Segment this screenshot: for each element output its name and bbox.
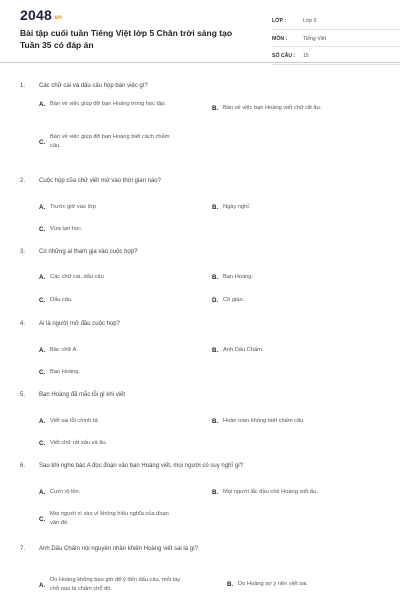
option-b[interactable] bbox=[212, 203, 343, 212]
option-letter: B. bbox=[212, 418, 219, 425]
option-letter: B. bbox=[212, 274, 219, 281]
meta-label: MÔN : bbox=[272, 35, 288, 42]
option-text: Do Hoàng sợ ý nên viết sai. bbox=[238, 581, 309, 587]
question-prompt: Các chữ cái và dấu câu họp bàn việc gì? bbox=[39, 83, 148, 89]
question-text bbox=[20, 545, 386, 553]
option-letter: A. bbox=[39, 101, 46, 108]
question-prompt: Cuộc họp của chữ viết mở vào thời gian nào? bbox=[39, 178, 161, 184]
option-letter: D. bbox=[212, 297, 219, 304]
option-b[interactable] bbox=[212, 417, 363, 426]
question-text bbox=[20, 391, 386, 399]
option-letter: C. bbox=[39, 515, 46, 523]
site-logo[interactable] bbox=[20, 7, 62, 23]
option-text: Bạn Hoàng. bbox=[223, 274, 254, 280]
question-number: 3. bbox=[20, 249, 26, 255]
option-text: Cô giáo. bbox=[223, 297, 245, 303]
option-a[interactable] bbox=[39, 346, 170, 355]
option-text: Anh Dấu Chấm. bbox=[223, 347, 264, 353]
question-1 bbox=[20, 82, 386, 149]
option-letter: B. bbox=[212, 204, 219, 211]
question-prompt: Sau khi nghe bác A đọc đoạn văn bạn Hoàng viết, mọi người có suy nghĩ gì? bbox=[39, 463, 244, 469]
option-letter: C. bbox=[39, 369, 46, 376]
option-b[interactable] bbox=[212, 488, 363, 497]
option-text: Bác chữ A. bbox=[50, 347, 78, 353]
option-a[interactable] bbox=[39, 576, 190, 594]
logo-suffix: .vn bbox=[52, 15, 62, 21]
option-letter: A. bbox=[39, 347, 46, 354]
question-text bbox=[20, 248, 386, 256]
option-letter: C. bbox=[39, 440, 46, 447]
option-letter: A. bbox=[39, 581, 46, 589]
option-b[interactable] bbox=[212, 104, 363, 113]
option-text: Do Hoàng không bao giờ để ý đến dấu câu, mỏi tay chỗ nào là chấm chỗ đó. bbox=[50, 577, 181, 592]
option-text: Bạn Hoàng. bbox=[50, 369, 81, 375]
option-c[interactable] bbox=[39, 133, 170, 151]
option-c[interactable] bbox=[39, 225, 170, 234]
question-7 bbox=[20, 545, 386, 592]
question-text bbox=[20, 82, 386, 90]
meta-value: Tiếng Việt bbox=[303, 35, 327, 42]
option-b[interactable] bbox=[212, 346, 343, 355]
meta-row-question-count bbox=[272, 48, 400, 65]
option-a[interactable] bbox=[39, 100, 170, 109]
question-number: 4. bbox=[20, 321, 26, 327]
meta-row-grade bbox=[272, 13, 400, 30]
question-text bbox=[20, 320, 386, 328]
option-a[interactable] bbox=[39, 488, 170, 497]
question-number: 1. bbox=[20, 83, 26, 89]
question-number: 5. bbox=[20, 392, 26, 398]
option-letter: A. bbox=[39, 204, 46, 211]
meta-label: SỐ CÂU : bbox=[272, 53, 296, 59]
option-text: Vừa tan học. bbox=[50, 226, 83, 232]
option-c[interactable] bbox=[39, 296, 170, 305]
question-6 bbox=[20, 462, 386, 526]
worksheet-meta bbox=[272, 13, 400, 66]
logo-main: 2048 bbox=[20, 7, 52, 23]
question-text bbox=[20, 462, 386, 470]
question-4 bbox=[20, 320, 386, 376]
option-text: Mọi người lắc đầu chê Hoàng viết ẩu. bbox=[223, 489, 318, 495]
option-text: Viết sai lỗi chính tả. bbox=[50, 418, 100, 424]
worksheet-header bbox=[20, 0, 386, 62]
option-a[interactable] bbox=[39, 273, 170, 282]
option-text: Dấu câu. bbox=[50, 297, 73, 303]
option-text: Mọi người xì xào vì không hiểu nghĩa của đoạn văn đó. bbox=[50, 511, 169, 526]
meta-row-subject bbox=[272, 31, 400, 48]
meta-value: Lớp 5 bbox=[303, 18, 317, 24]
option-letter: B. bbox=[212, 105, 219, 112]
question-prompt: Có những ai tham gia vào cuộc họp? bbox=[39, 249, 138, 255]
option-b[interactable] bbox=[227, 580, 358, 589]
option-letter: C. bbox=[39, 226, 46, 233]
option-letter: B. bbox=[212, 347, 219, 354]
option-letter: B. bbox=[227, 581, 234, 588]
question-2 bbox=[20, 177, 386, 233]
question-number: 6. bbox=[20, 463, 26, 469]
option-text: Trước giờ vào lớp bbox=[50, 204, 96, 210]
question-prompt: Ai là người mở đầu cuộc họp? bbox=[39, 321, 120, 327]
option-c[interactable] bbox=[39, 439, 170, 448]
question-prompt: Bạn Hoàng đã mắc lỗi gì khi viết bbox=[39, 392, 126, 398]
option-letter: B. bbox=[212, 489, 219, 496]
option-text: Bàn về việc giúp đỡ bạn Hoàng biết cách chấm câu. bbox=[50, 134, 170, 149]
worksheet-title: Bài tập cuối tuần Tiếng Việt lớp 5 Chân trời sáng tạo Tuần 35 có đáp án bbox=[20, 28, 233, 50]
option-text: Bàn về việc bạn Hoàng viết chữ rất ẩu. bbox=[223, 105, 322, 111]
option-text: Bàn về việc giúp đỡ bạn Hoàng trong học tập. bbox=[50, 101, 166, 107]
option-text: Các chữ cái, dấu câu bbox=[50, 274, 104, 280]
option-letter: C. bbox=[39, 138, 46, 146]
meta-label: LỚP : bbox=[272, 18, 287, 24]
option-b[interactable] bbox=[212, 273, 343, 282]
question-prompt: Anh Dấu Chấm nói nguyên nhân khiến Hoàng viết sai là gì? bbox=[39, 546, 199, 552]
question-5 bbox=[20, 391, 386, 447]
option-letter: A. bbox=[39, 418, 46, 425]
option-c[interactable] bbox=[39, 510, 170, 528]
question-3 bbox=[20, 248, 386, 304]
option-a[interactable] bbox=[39, 417, 170, 426]
option-c[interactable] bbox=[39, 368, 170, 377]
option-letter: A. bbox=[39, 489, 46, 496]
question-text bbox=[20, 177, 386, 185]
option-text: Hoàn toàn không biết chấm câu. bbox=[223, 418, 305, 424]
option-letter: C. bbox=[39, 297, 46, 304]
meta-value: 15 bbox=[303, 53, 309, 59]
option-text: Ngày nghỉ. bbox=[223, 204, 251, 210]
option-d[interactable] bbox=[212, 296, 343, 305]
option-letter: A. bbox=[39, 274, 46, 281]
question-number: 2. bbox=[20, 178, 26, 184]
option-text: Viết chữ rất xấu và ẩu. bbox=[50, 440, 108, 446]
option-a[interactable] bbox=[39, 203, 170, 212]
question-number: 7. bbox=[20, 546, 26, 552]
option-text: Cười rộ lên. bbox=[50, 489, 81, 495]
